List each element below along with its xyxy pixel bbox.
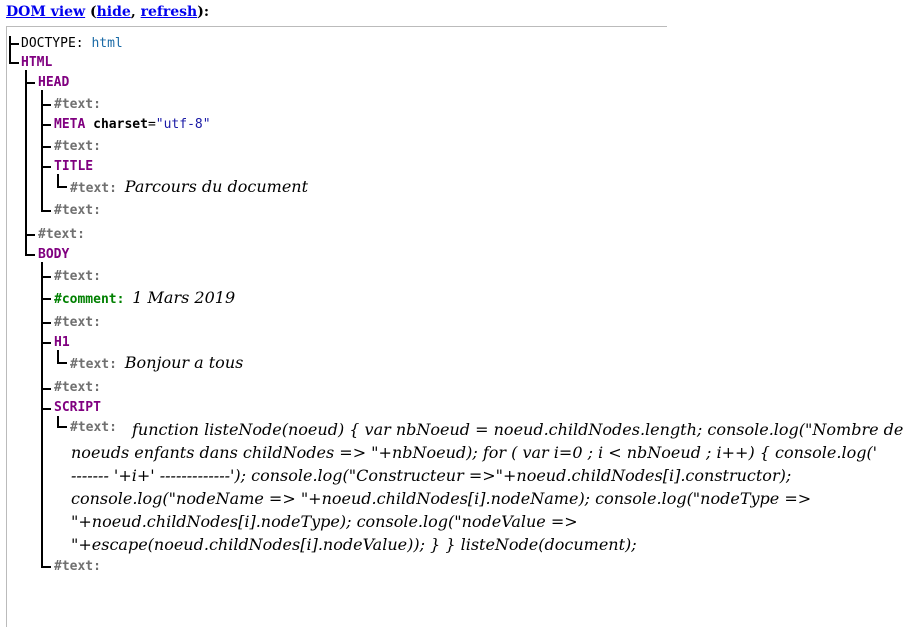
- text-label: #text: [70, 357, 110, 372]
- head-node: [38, 75, 69, 91]
- meta-attr-eq: =: [147, 117, 156, 132]
- text-label: #text: [70, 420, 110, 435]
- tree-line-head: [25, 82, 35, 84]
- hide-link[interactable]: hide: [96, 4, 131, 20]
- html-text-node: [38, 227, 85, 243]
- body-text-node-4: [54, 559, 101, 575]
- tree-line-script-text: [57, 426, 67, 428]
- text-colon: :: [77, 227, 85, 242]
- h1-tag: H1: [54, 335, 70, 350]
- doctype-value: html: [91, 36, 123, 51]
- tree-line-body-text3: [41, 388, 51, 390]
- head-text-node-3: [54, 203, 101, 219]
- text-label: #text: [54, 315, 94, 330]
- script-node: [54, 400, 101, 416]
- tree-line-head-text1: [41, 104, 51, 106]
- comment-node: [54, 290, 235, 308]
- text-colon: :: [93, 380, 101, 395]
- dom-view-link[interactable]: DOM view: [6, 4, 86, 20]
- h1-node: [54, 335, 70, 351]
- tree-line-body-children: [41, 262, 43, 568]
- text-colon: :: [109, 420, 117, 435]
- text-label: #text: [54, 269, 94, 284]
- body-text-node-3: [54, 380, 101, 396]
- head-text-node-2: [54, 139, 101, 155]
- title-tag: TITLE: [54, 159, 94, 174]
- script-line: noeuds enfants dans childNodes => "+nbNoeud); for ( var i=0 ; i < nbNoeud ; i++) { console.log(': [71, 443, 878, 462]
- text-colon: :: [109, 357, 117, 372]
- script-text-content: [71, 418, 903, 556]
- doctype-label: DOCTYPE: [21, 36, 76, 51]
- text-label: #text: [54, 559, 94, 574]
- body-text-node-1: [54, 269, 101, 285]
- script-line: "+escape(noeud.childNodes[i].nodeValue)); } } listeNode(document);: [71, 535, 637, 554]
- tree-line-script: [41, 408, 51, 410]
- script-line: function listeNode(noeud) { var nbNoeud = noeud.childNodes.length; console.log("Nombre de: [132, 420, 903, 439]
- tree-line-body-text2: [41, 322, 51, 324]
- script-line: ------- '+i+' -------------'); console.log("Constructeur =>"+noeud.childNodes[i].constructor);: [71, 466, 792, 485]
- script-line: console.log("nodeName => "+noeud.childNodes[i].nodeName); console.log("nodeType =>: [71, 489, 812, 508]
- tree-line-html-text: [25, 234, 35, 236]
- text-colon: :: [93, 559, 101, 574]
- script-line: "+noeud.childNodes[i].nodeType); console.log("nodeValue =>: [71, 512, 578, 531]
- comment-text: 1 Mars 2019: [132, 288, 236, 307]
- html-node: [21, 55, 52, 71]
- tree-line-html: [9, 62, 19, 64]
- title-text-content: Parcours du document: [124, 177, 309, 196]
- head-text-node-1: [54, 97, 101, 113]
- tree-line-doctype: [9, 43, 19, 45]
- html-tag: HTML: [21, 55, 53, 70]
- text-label: #text: [70, 181, 110, 196]
- h1-text-node: [70, 355, 243, 373]
- tree-line-head-children: [41, 90, 43, 212]
- tree-line-body-text4: [41, 566, 51, 568]
- tree-line-title-text: [57, 186, 67, 188]
- head-tag: HEAD: [38, 75, 70, 90]
- meta-attr-value: "utf-8": [155, 117, 211, 132]
- text-label: #text: [54, 139, 94, 154]
- text-colon: :: [93, 139, 101, 154]
- doctype-colon: :: [75, 36, 92, 51]
- tree-line-meta: [41, 124, 51, 126]
- tree-line-h1: [41, 342, 51, 344]
- body-tag: BODY: [38, 247, 70, 262]
- meta-node: [54, 117, 211, 133]
- tree-line-h1-text: [57, 362, 67, 364]
- text-colon: :: [93, 97, 101, 112]
- text-label: #text: [54, 203, 94, 218]
- tree-line-root: [9, 36, 11, 64]
- text-label: #text: [54, 97, 94, 112]
- tree-line-comment: [41, 298, 51, 300]
- tree-line-html-children: [25, 70, 27, 256]
- tree-line-head-text3: [41, 210, 51, 212]
- meta-attr-name: charset: [93, 117, 148, 132]
- doctype-node: [21, 36, 123, 52]
- text-label: #text: [54, 380, 94, 395]
- tree-line-body-text1: [41, 276, 51, 278]
- tree-line-title: [41, 166, 51, 168]
- text-colon: :: [93, 315, 101, 330]
- header-separator: ,: [130, 4, 141, 20]
- refresh-link[interactable]: refresh: [140, 4, 198, 20]
- title-node: [54, 159, 93, 175]
- dom-view-header: [6, 4, 209, 20]
- text-colon: :: [109, 181, 117, 196]
- title-text-node: [70, 179, 308, 197]
- comment-label: #comment: [54, 292, 117, 307]
- header-open-paren: (: [85, 4, 97, 20]
- text-label: #text: [38, 227, 78, 242]
- body-text-node-2: [54, 315, 101, 331]
- tree-line-body: [25, 254, 35, 256]
- tree-line-head-text2: [41, 146, 51, 148]
- body-node: [38, 247, 69, 263]
- comment-colon: :: [116, 292, 125, 307]
- meta-tag: META: [54, 117, 86, 132]
- header-close: ):: [197, 4, 210, 20]
- h1-text-content: Bonjour a tous: [124, 353, 244, 372]
- text-colon: :: [93, 203, 101, 218]
- script-tag: SCRIPT: [54, 400, 101, 415]
- text-colon: :: [93, 269, 101, 284]
